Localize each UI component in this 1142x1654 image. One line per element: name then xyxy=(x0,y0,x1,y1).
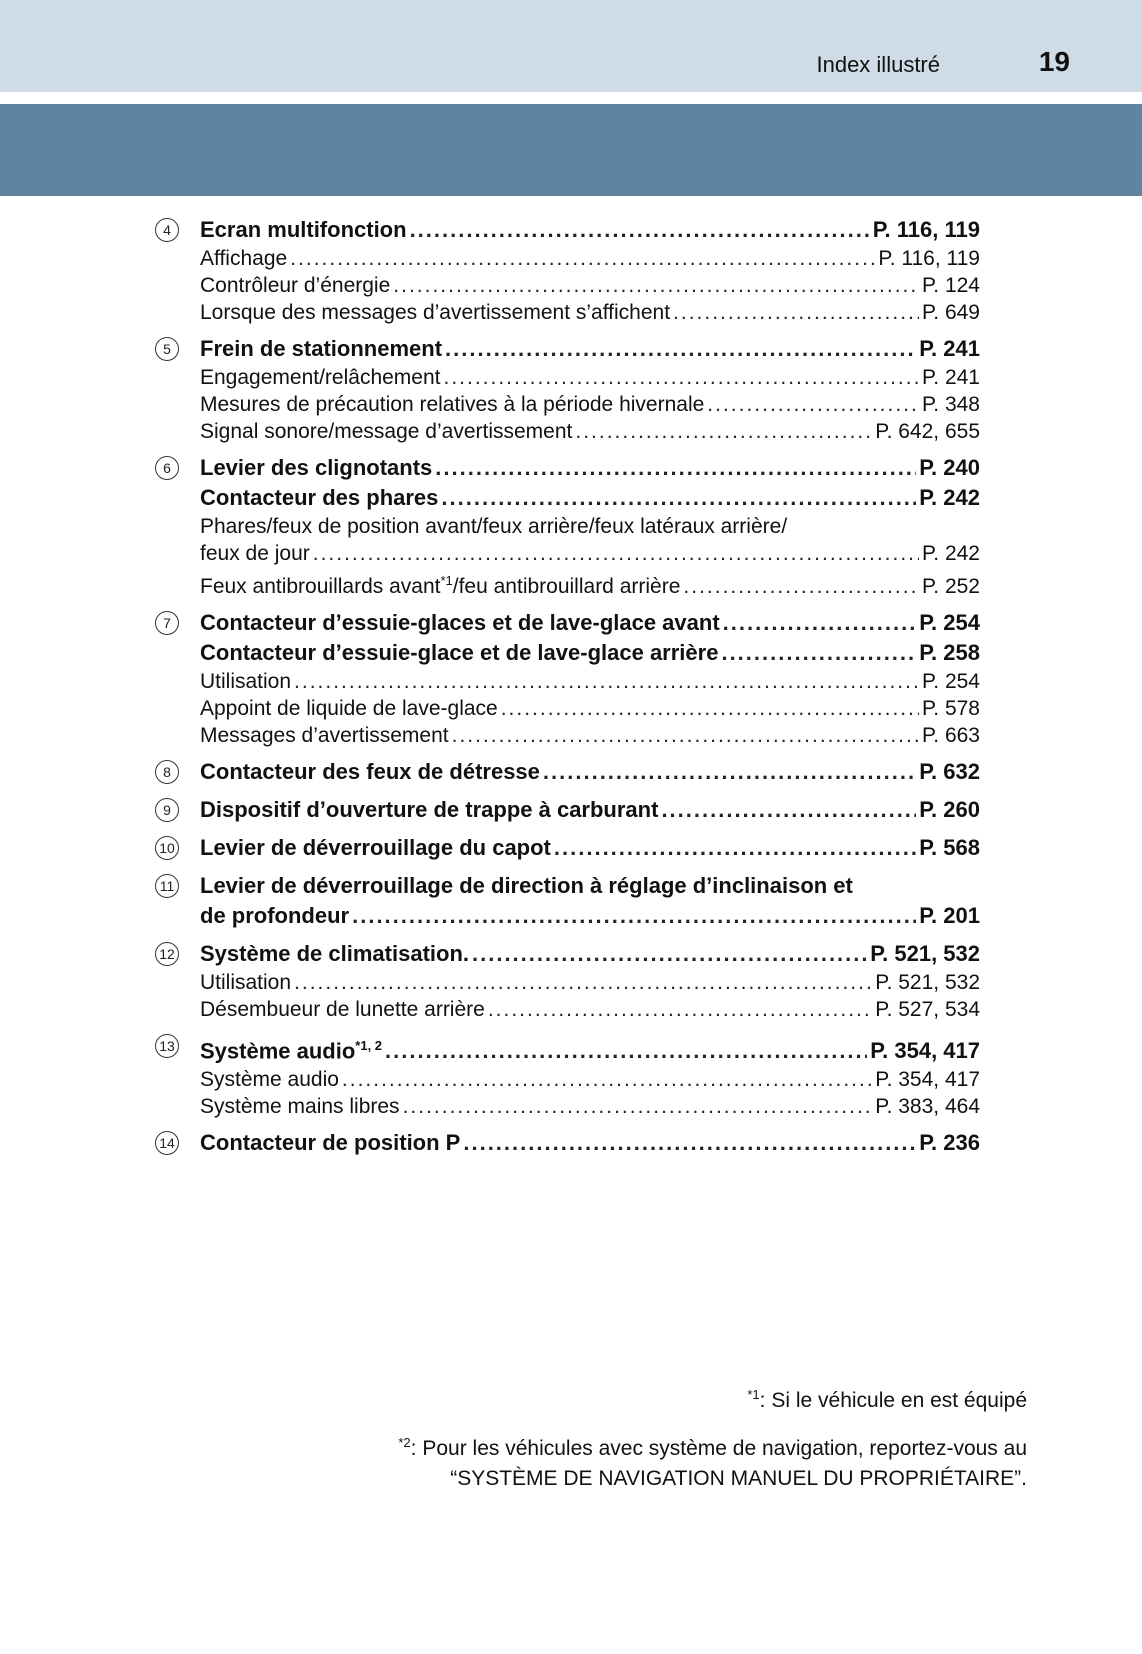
footnote-2 xyxy=(398,1428,1027,1464)
entry-label-text: Affichage xyxy=(200,247,288,270)
header-divider xyxy=(0,92,1142,104)
index-entry[interactable] xyxy=(200,1128,980,1158)
page-reference[interactable]: P. 236 xyxy=(919,1130,980,1156)
dot-leader xyxy=(683,573,919,600)
entry-label xyxy=(200,483,438,513)
entry-label-text: Appoint de liquide de lave-glace xyxy=(200,697,498,720)
dot-leader xyxy=(723,608,917,638)
page-reference[interactable]: P. 240 xyxy=(919,455,980,480)
entry-label xyxy=(200,391,704,418)
entry-label-text: Frein de stationnement xyxy=(200,336,443,361)
footnote-1 xyxy=(398,1380,1027,1416)
index-item xyxy=(155,1128,980,1158)
entry-label-text: Contacteur de position P xyxy=(200,1130,461,1156)
index-item xyxy=(155,939,980,1023)
page-reference[interactable]: P. 241 xyxy=(919,336,980,361)
entry-label-text: Système audio xyxy=(200,1068,339,1092)
index-list xyxy=(155,215,980,1166)
entry-label xyxy=(200,215,407,245)
dot-leader xyxy=(385,1036,867,1066)
page-number: 19 xyxy=(1038,46,1070,77)
dot-leader xyxy=(488,996,872,1023)
footnote-ref: *1 xyxy=(440,573,453,588)
entry-label xyxy=(200,299,670,326)
index-entry[interactable] xyxy=(200,638,980,668)
entry-label: Phares/feux de position avant/feux arrière/feux latéraux arrière/ xyxy=(200,515,788,538)
entry-label xyxy=(200,833,551,863)
item-number-badge: 14 xyxy=(155,1131,179,1155)
dot-leader xyxy=(294,969,872,996)
index-subentry[interactable] xyxy=(200,668,980,695)
dot-leader xyxy=(410,215,870,245)
entry-label xyxy=(200,1128,460,1158)
entry-label-text: Contacteur des phares xyxy=(200,485,439,510)
entry-label xyxy=(200,969,291,996)
page-reference[interactable]: P. 258 xyxy=(919,640,980,665)
page-reference[interactable]: P. 124 xyxy=(921,274,980,297)
index-entry[interactable] xyxy=(200,1031,980,1066)
dot-leader xyxy=(445,334,916,364)
page-reference[interactable]: P. 354, 417 xyxy=(870,1038,980,1064)
entry-label: Levier de déverrouillage de direction à réglage d’inclinaison et xyxy=(200,873,853,898)
entry-label xyxy=(200,272,390,299)
entry-label xyxy=(200,757,540,787)
index-entry[interactable] xyxy=(200,757,980,787)
entry-label xyxy=(200,1093,400,1120)
page-reference[interactable]: P. 632 xyxy=(919,759,980,784)
index-entry[interactable] xyxy=(200,453,980,483)
dot-leader xyxy=(441,483,916,513)
page-reference[interactable]: P. 642, 655 xyxy=(875,420,980,443)
dot-leader xyxy=(393,272,919,299)
header-band xyxy=(0,0,1142,92)
footnote-1-text: : Si le véhicule en est équipé xyxy=(759,1389,1027,1412)
dot-leader xyxy=(661,795,916,825)
entry-label-text: Système mains libres xyxy=(200,1095,400,1119)
item-number-badge: 10 xyxy=(155,836,179,860)
index-item xyxy=(155,608,980,749)
page-reference[interactable]: P. 568 xyxy=(919,835,980,860)
dot-leader xyxy=(501,695,919,722)
page-reference[interactable]: P. 521, 532 xyxy=(870,941,980,966)
page-reference[interactable]: P. 201 xyxy=(919,903,980,928)
dot-leader xyxy=(463,1128,916,1158)
page-reference[interactable]: P. 649 xyxy=(921,301,980,324)
page-reference[interactable]: P. 254 xyxy=(919,610,980,635)
index-entry[interactable] xyxy=(200,334,980,364)
dot-leader xyxy=(554,833,916,863)
entry-label-text: Lorsque des messages d’avertissement s’affichent xyxy=(200,301,671,324)
entry-label xyxy=(200,901,349,931)
entry-label-text: Système de climatisation. xyxy=(200,941,469,966)
entry-label-text: Système audio xyxy=(200,1038,356,1064)
footnote-1-mark: *1 xyxy=(747,1387,760,1402)
section-title: Index illustré xyxy=(816,52,940,77)
index-subentry[interactable] xyxy=(200,272,980,299)
entry-label-text: Contrôleur d’énergie xyxy=(200,274,391,297)
dot-leader xyxy=(707,391,919,418)
entry-label xyxy=(200,418,572,445)
index-entry[interactable] xyxy=(200,215,980,245)
index-item xyxy=(155,1031,980,1120)
dot-leader xyxy=(472,939,867,969)
entry-label xyxy=(200,453,432,483)
page-reference[interactable]: P. 116, 119 xyxy=(878,247,980,270)
index-item xyxy=(155,795,980,825)
entry-label xyxy=(200,608,720,638)
dot-leader xyxy=(543,757,916,787)
entry-label xyxy=(200,996,485,1023)
item-number-badge: 6 xyxy=(155,456,179,480)
index-subentry[interactable] xyxy=(200,418,980,445)
index-item xyxy=(155,334,980,445)
dot-leader xyxy=(721,638,916,668)
entry-label xyxy=(200,638,718,668)
entry-label-text: Feux antibrouillards avant xyxy=(200,575,441,598)
item-number-badge: 11 xyxy=(155,874,179,898)
index-entry[interactable] xyxy=(200,483,980,513)
dot-leader xyxy=(444,364,919,391)
entry-label-text: Engagement/relâchement xyxy=(200,366,441,389)
entry-label-text: Contacteur d’essuie-glace et de lave-glace arrière xyxy=(200,640,719,665)
entry-label xyxy=(200,245,287,272)
index-item xyxy=(155,215,980,326)
item-number-badge: 9 xyxy=(155,798,179,822)
index-subentry[interactable] xyxy=(200,299,980,326)
page-reference[interactable]: P. 521, 532 xyxy=(875,971,980,994)
page-reference[interactable]: P. 260 xyxy=(919,797,980,822)
index-item xyxy=(155,757,980,787)
entry-label-text: Signal sonore/message d’avertissement xyxy=(200,420,573,443)
section-band xyxy=(0,104,1142,196)
entry-label-text: Messages d’avertissement xyxy=(200,724,449,747)
page-reference[interactable]: P. 116, 119 xyxy=(872,217,980,242)
index-entry[interactable] xyxy=(200,901,980,931)
dot-leader xyxy=(290,245,875,272)
item-number-badge: 4 xyxy=(155,218,179,242)
index-subentry[interactable] xyxy=(200,1093,980,1120)
item-number-badge: 7 xyxy=(155,611,179,635)
index-entry[interactable] xyxy=(200,608,980,638)
index-subentry[interactable] xyxy=(200,722,980,749)
entry-label-text: Désembueur de lunette arrière xyxy=(200,998,485,1021)
page-reference[interactable]: P. 663 xyxy=(921,724,980,747)
index-item xyxy=(155,453,980,600)
index-subentry[interactable] xyxy=(200,364,980,391)
index-entry[interactable] xyxy=(200,795,980,825)
entry-label xyxy=(200,1031,382,1066)
entry-label xyxy=(200,795,658,825)
dot-leader xyxy=(294,668,919,695)
footnote-2-text: : Pour les véhicules avec système de navigation, reportez-vous au xyxy=(410,1437,1027,1460)
dot-leader xyxy=(313,540,919,567)
index-subentry[interactable] xyxy=(200,245,980,272)
page-reference[interactable]: P. 354, 417 xyxy=(875,1068,980,1092)
entry-label xyxy=(200,364,441,391)
index-subentry[interactable] xyxy=(200,695,980,722)
footnotes xyxy=(398,1380,1027,1494)
page-reference[interactable]: P. 241 xyxy=(921,366,980,389)
dot-leader xyxy=(342,1066,872,1093)
page-reference[interactable]: P. 527, 534 xyxy=(875,998,980,1021)
dot-leader xyxy=(673,299,919,326)
index-entry[interactable] xyxy=(200,939,980,969)
entry-label-text: Utilisation xyxy=(200,670,292,693)
item-number-badge: 8 xyxy=(155,760,179,784)
page-reference[interactable]: P. 578 xyxy=(921,697,980,720)
entry-label xyxy=(200,695,498,722)
entry-label-text: Levier de déverrouillage du capot xyxy=(200,835,551,860)
entry-label-text: Utilisation xyxy=(200,971,292,994)
index-subentry[interactable] xyxy=(200,996,980,1023)
entry-label-text: Ecran multifonction xyxy=(200,217,407,242)
entry-label-text: Mesures de précaution relatives à la période hivernale xyxy=(200,393,705,416)
entry-label-text: feux de jour xyxy=(200,542,310,565)
entry-label-text: de profondeur xyxy=(200,903,350,928)
entry-label-text: Contacteur des feux de détresse xyxy=(200,759,540,784)
entry-label xyxy=(200,1066,339,1093)
entry-label-text: Contacteur d’essuie-glaces et de lave-glace avant xyxy=(200,610,720,635)
dot-leader xyxy=(575,418,872,445)
dot-leader xyxy=(403,1093,873,1120)
page-reference[interactable]: P. 242 xyxy=(919,485,980,510)
dot-leader xyxy=(352,901,916,931)
item-number-badge: 5 xyxy=(155,337,179,361)
entry-label xyxy=(200,939,469,969)
page-reference[interactable]: P. 252 xyxy=(921,575,980,598)
footnote-2-mark: *2 xyxy=(398,1435,411,1450)
footnote-2-text-cont: “SYSTÈME DE NAVIGATION MANUEL DU PROPRIÉTAIRE”. xyxy=(450,1467,1027,1490)
index-item xyxy=(155,871,980,931)
entry-label xyxy=(200,567,680,600)
footnote-ref: *1, 2 xyxy=(355,1038,383,1053)
index-subentry[interactable] xyxy=(200,540,980,567)
entry-label xyxy=(200,722,449,749)
page-reference[interactable]: P. 254 xyxy=(921,670,980,693)
entry-label xyxy=(200,540,310,567)
entry-label-text: Dispositif d’ouverture de trappe à carburant xyxy=(200,797,659,822)
entry-label xyxy=(200,334,442,364)
dot-leader xyxy=(435,453,916,483)
page-reference[interactable]: P. 242 xyxy=(921,542,980,565)
item-number-badge: 13 xyxy=(155,1034,179,1058)
index-item xyxy=(155,833,980,863)
item-number-badge: 12 xyxy=(155,942,179,966)
index-subentry[interactable] xyxy=(200,391,980,418)
page-reference[interactable]: P. 383, 464 xyxy=(875,1095,980,1119)
index-subentry[interactable] xyxy=(200,969,980,996)
dot-leader xyxy=(452,722,919,749)
index-subentry[interactable] xyxy=(200,567,980,600)
entry-label-text-cont: /feu antibrouillard arrière xyxy=(452,575,681,598)
page-reference[interactable]: P. 348 xyxy=(921,393,980,416)
entry-label xyxy=(200,668,291,695)
entry-label-text: Levier des clignotants xyxy=(200,455,433,480)
index-subentry[interactable] xyxy=(200,1066,980,1093)
index-entry[interactable] xyxy=(200,833,980,863)
